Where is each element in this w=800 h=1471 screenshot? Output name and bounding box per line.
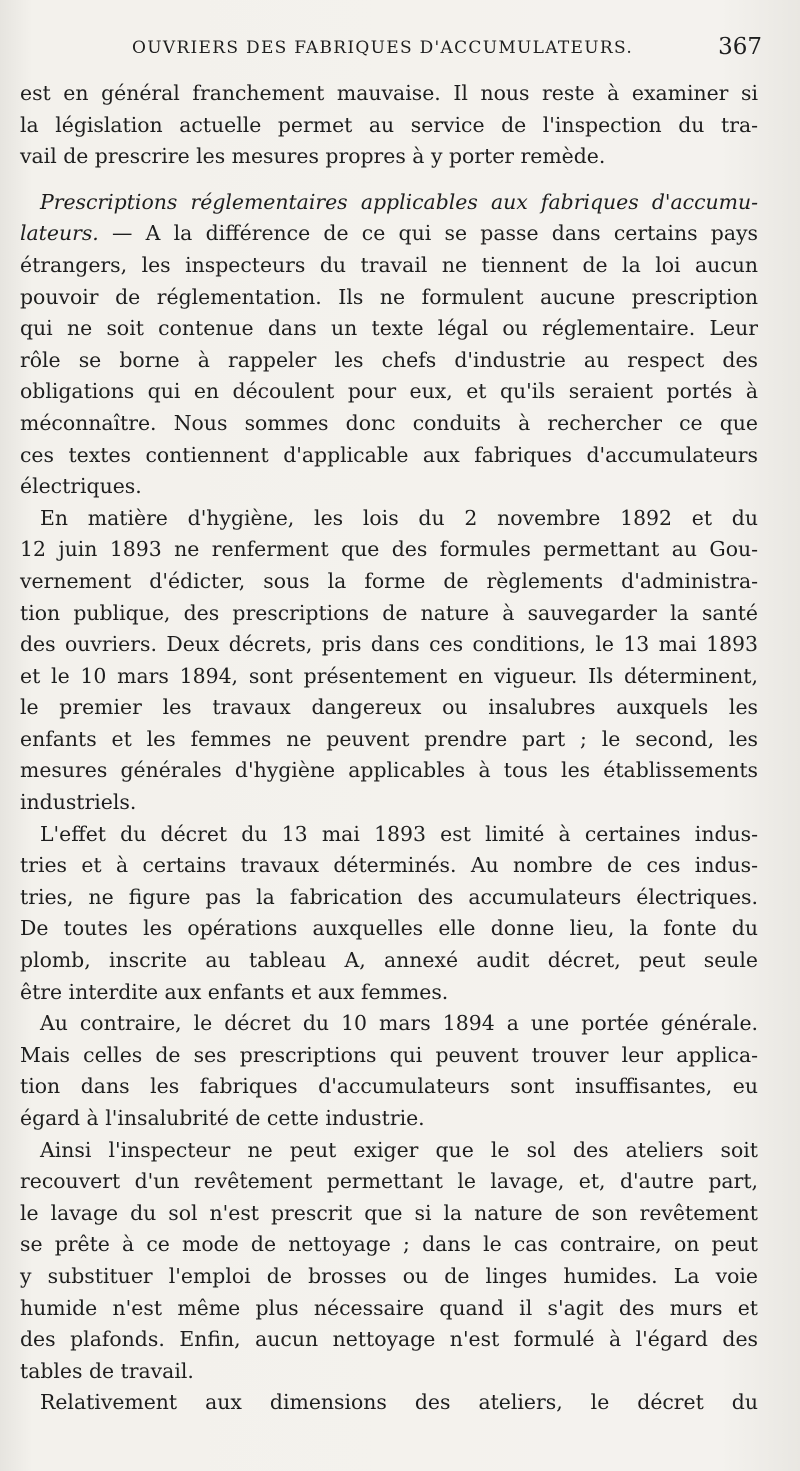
- text-line: 12 juin 1893 ne renferment que des formules permettant au Gou-: [20, 537, 758, 562]
- paragraph: [20, 1387, 758, 1419]
- text-line: Relativement aux dimensions des ateliers, le décret du: [40, 1390, 758, 1415]
- text-line: rôle se borne à rappeler les chefs d'industrie au respect des: [20, 347, 758, 372]
- text-line: des ouvriers. Deux décrets, pris dans ces conditions, le 13 mai 1893: [20, 632, 758, 657]
- text-line: y substituer l'emploi de brosses ou de linges humides. La voie: [20, 1263, 758, 1288]
- paragraph: [20, 1008, 758, 1134]
- text-line: Mais celles de ses prescriptions qui peuvent trouver leur applica-: [20, 1042, 758, 1067]
- text-line: tries, ne figure pas la fabrication des accumulateurs électriques.: [20, 884, 758, 909]
- text-line: le premier les travaux dangereux ou insalubres auxquels les: [20, 695, 758, 720]
- text-line: De toutes les opérations auxquelles elle donne lieu, la fonte du: [20, 916, 758, 941]
- page-number: 367: [718, 34, 762, 60]
- text-line: égard à l'insalubrité de cette industrie.: [20, 1106, 425, 1130]
- paragraph: [20, 819, 758, 1009]
- text-line: Ainsi l'inspecteur ne peut exiger que le sol des ateliers soit: [40, 1137, 758, 1162]
- text-line: En matière d'hygiène, les lois du 2 novembre 1892 et du: [40, 505, 758, 530]
- text-line: industriels.: [20, 790, 137, 815]
- text-line: et le 10 mars 1894, sont présentement en vigueur. Ils déterminent,: [20, 663, 758, 688]
- text-line: étrangers, les inspecteurs du travail ne tiennent de la loi aucun: [20, 252, 758, 277]
- page-header: [20, 34, 762, 74]
- text-line: est en général franchement mauvaise. Il nous reste à examiner si: [20, 81, 758, 105]
- text-line: plomb, inscrite au tableau A, annexé audit décret, peut seule: [20, 948, 758, 973]
- text-line: tion publique, des prescriptions de nature à sauvegarder la santé: [20, 600, 758, 625]
- section-heading: Prescriptions réglementaires applicables aux fabriques d'accumu-: [40, 189, 758, 214]
- text-line: tables de travail.: [20, 1358, 194, 1383]
- text-line: humide n'est même plus nécessaire quand il s'agit des murs et: [20, 1295, 758, 1320]
- text-line: la législation actuelle permet au service de l'inspection du tra-: [20, 112, 758, 137]
- body-text: [20, 78, 758, 1419]
- text-line: vernement d'édicter, sous la forme de règlements d'administra-: [20, 568, 758, 593]
- text-line: obligations qui en découlent pour eux, et qu'ils seraient portés à: [20, 379, 758, 404]
- paragraph: [20, 78, 758, 173]
- text-line: pouvoir de réglementation. Ils ne formulent aucune prescription: [20, 284, 758, 309]
- text-line: recouvert d'un revêtement permettant le lavage, et, d'autre part,: [20, 1169, 758, 1194]
- text-line: L'effet du décret du 13 mai 1893 est limité à certaines indus-: [40, 821, 758, 846]
- text-line: être interdite aux enfants et aux femmes.: [20, 979, 449, 1004]
- text-line: mesures générales d'hygiène applicables à tous les établissements: [20, 758, 758, 783]
- text-line: méconnaître. Nous sommes donc conduits à rechercher ce que: [20, 410, 758, 435]
- text-line: qui ne soit contenue dans un texte légal ou réglementaire. Leur: [20, 316, 758, 341]
- paragraph: [20, 187, 758, 503]
- text-run: — A la différence de ce qui se passe dans certains pays: [98, 221, 758, 246]
- text-line: ces textes contiennent d'applicable aux fabriques d'accumulateurs: [20, 442, 758, 467]
- text-line: des plafonds. Enfin, aucun nettoyage n'est formulé à l'égard des: [20, 1327, 758, 1352]
- section-heading-end: lateurs.: [20, 221, 99, 246]
- text-line: se prête à ce mode de nettoyage ; dans le cas contraire, on peut: [20, 1232, 758, 1257]
- text-line: électriques.: [20, 474, 142, 499]
- text-line: le lavage du sol n'est prescrit que si la nature de son revêtement: [20, 1200, 758, 1225]
- text-line: Au contraire, le décret du 10 mars 1894 a une portée générale.: [40, 1011, 758, 1036]
- paragraph: [20, 1135, 758, 1388]
- text-line: enfants et les femmes ne peuvent prendre part ; le second, les: [20, 726, 758, 751]
- text-line: tion dans les fabriques d'accumulateurs sont insuffisantes, eu: [20, 1074, 758, 1099]
- text-line: tries et à certains travaux déterminés. Au nombre de ces indus-: [20, 853, 758, 878]
- text-line: vail de prescrire les mesures propres à y porter remède.: [20, 144, 606, 169]
- running-head: OUVRIERS DES FABRIQUES D'ACCUMULATEURS.: [132, 38, 634, 58]
- text-line: [20, 218, 758, 250]
- paragraph: [20, 503, 758, 819]
